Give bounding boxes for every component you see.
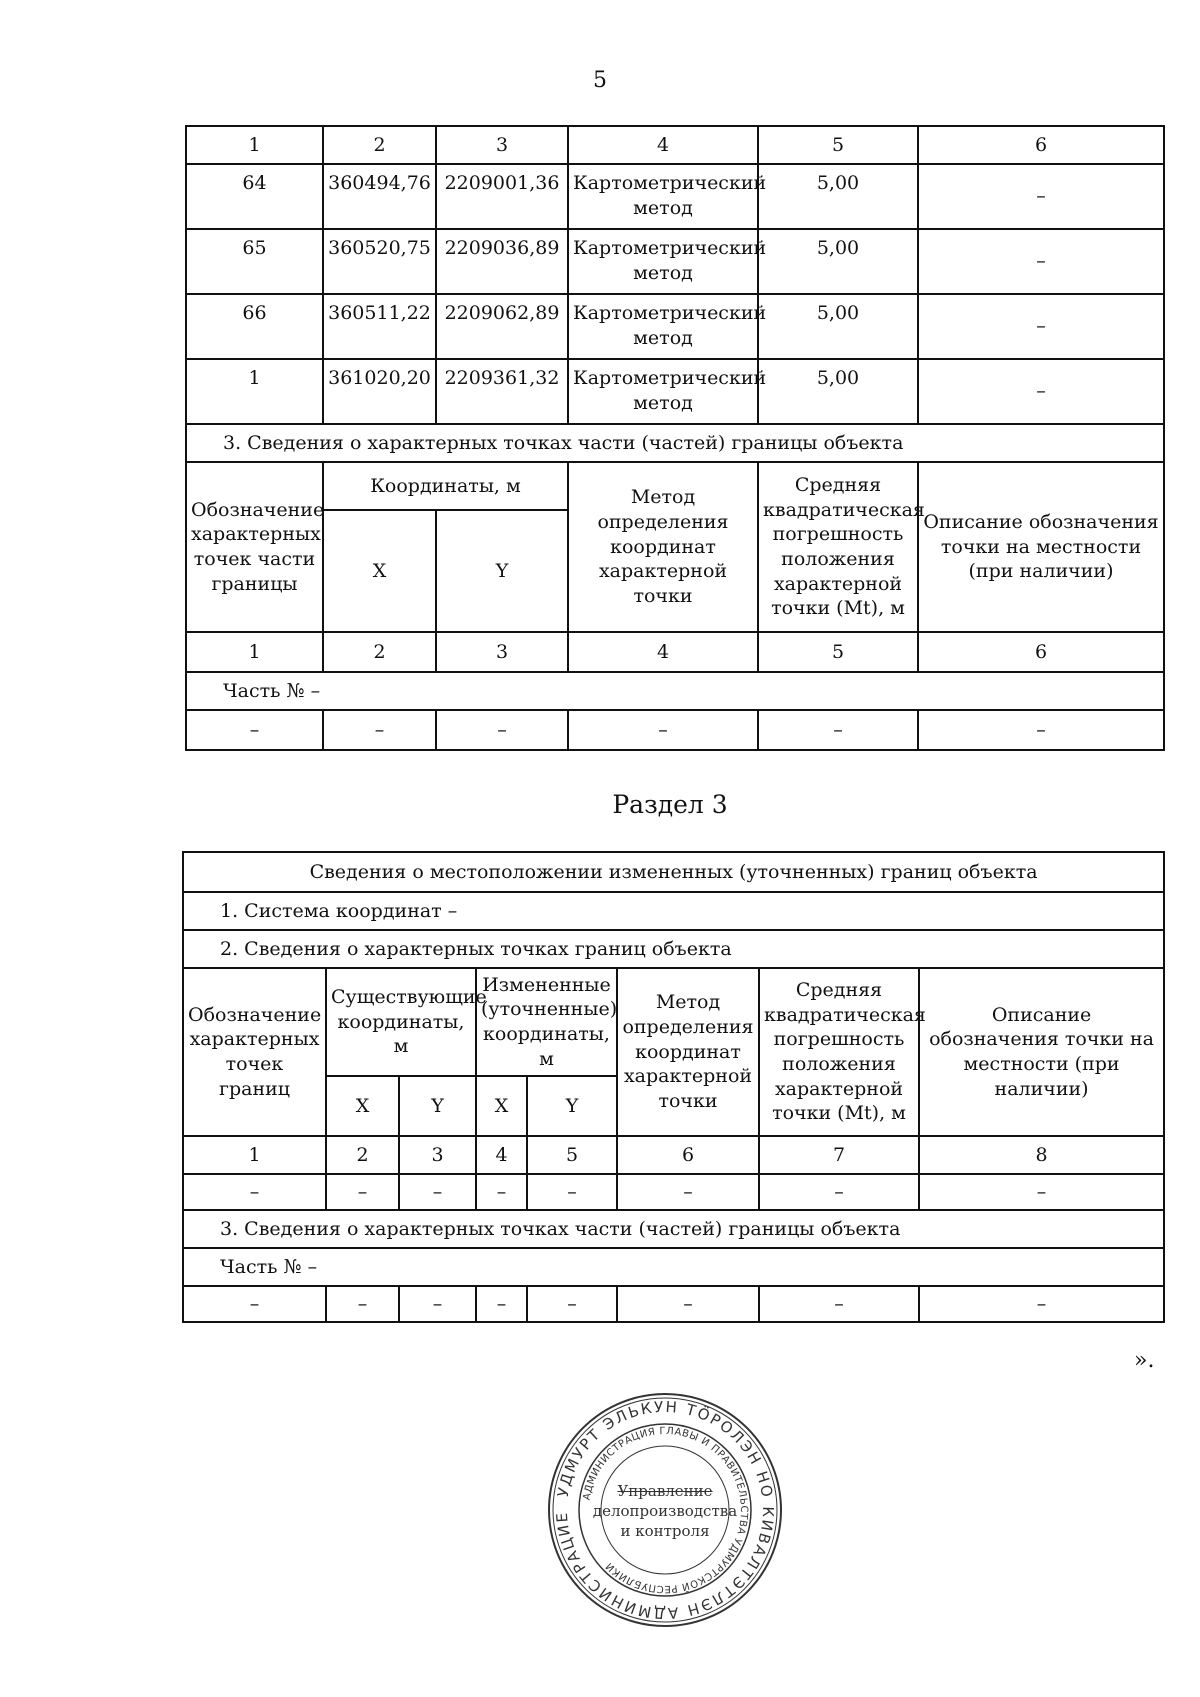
cell: 4 <box>568 126 758 164</box>
table-row <box>186 229 1164 294</box>
header-changed-coords: Измененные (уточненные) координаты, м <box>476 968 617 1076</box>
header-method: Метод определения координат характерной точки <box>568 462 758 632</box>
description: – <box>918 294 1164 359</box>
cell: 1 <box>186 632 323 672</box>
cell: – <box>758 710 918 750</box>
cell: 4 <box>476 1136 527 1174</box>
coord-y: 2209001,36 <box>436 164 568 229</box>
cell: – <box>476 1286 527 1322</box>
point-number: 66 <box>186 294 323 359</box>
header-points: Обозначение характерных точек границ <box>183 968 326 1136</box>
cell: – <box>326 1286 399 1322</box>
cell: – <box>186 710 323 750</box>
table-row <box>186 164 1164 229</box>
cell: – <box>617 1286 759 1322</box>
header-mt: Средняя квадратическая погрешность положения характерной точки (Mt), м <box>759 968 919 1136</box>
part-title-row <box>186 424 1164 462</box>
header-row <box>183 968 1164 1076</box>
header-x: X <box>323 510 436 632</box>
coord-x: 360520,75 <box>323 229 436 294</box>
cell: 3 <box>399 1136 476 1174</box>
part-number: Часть № – <box>183 1248 1164 1286</box>
header-method: Метод определения координат характерной точки <box>617 968 759 1136</box>
cell: 5 <box>758 632 918 672</box>
mt: 5,00 <box>758 294 918 359</box>
mt: 5,00 <box>758 229 918 294</box>
coord-system-row <box>183 892 1164 930</box>
header-description: Описание обозначения точки на местности (при наличии) <box>919 968 1164 1136</box>
header-description: Описание обозначения точки на местности (при наличии) <box>918 462 1164 632</box>
header-row <box>186 462 1164 510</box>
cell: 5 <box>527 1136 617 1174</box>
cell: 7 <box>759 1136 919 1174</box>
header-coords: Координаты, м <box>323 462 568 510</box>
table-row <box>183 1286 1164 1322</box>
cell: 6 <box>918 632 1164 672</box>
page-number: 5 <box>593 68 607 93</box>
cell: – <box>399 1286 476 1322</box>
cell: 8 <box>919 1136 1164 1174</box>
cell: 3 <box>436 632 568 672</box>
coord-x: 360511,22 <box>323 294 436 359</box>
coord-x: 360494,76 <box>323 164 436 229</box>
header-y: Y <box>436 510 568 632</box>
description: – <box>918 164 1164 229</box>
header-existing-coords: Существующие координаты, м <box>326 968 476 1076</box>
stamp-line-2: делопроизводства <box>592 1502 738 1520</box>
cell: – <box>436 710 568 750</box>
part-number-row <box>186 672 1164 710</box>
method: Картометрический метод <box>568 229 758 294</box>
points-title-row <box>183 930 1164 968</box>
cell: – <box>759 1286 919 1322</box>
cell: 2 <box>323 632 436 672</box>
cell: – <box>919 1286 1164 1322</box>
coord-y: 2209361,32 <box>436 359 568 424</box>
cell: – <box>476 1174 527 1210</box>
mt: 5,00 <box>758 164 918 229</box>
changed-boundaries-table <box>182 851 1165 1323</box>
method: Картометрический метод <box>568 359 758 424</box>
cell: 1 <box>186 126 323 164</box>
coord-system: 1. Система координат – <box>183 892 1164 930</box>
cell: – <box>183 1286 326 1322</box>
table-title: Сведения о местоположении измененных (уточненных) границ объекта <box>183 852 1164 892</box>
coord-x: 361020,20 <box>323 359 436 424</box>
closing-quote: ». <box>1134 1348 1155 1373</box>
header-mt: Средняя квадратическая погрешность положения характерной точки (Mt), м <box>758 462 918 632</box>
cell: 6 <box>617 1136 759 1174</box>
cell: 3 <box>436 126 568 164</box>
boundary-points-table <box>185 125 1165 751</box>
cell: – <box>326 1174 399 1210</box>
cell: – <box>527 1286 617 1322</box>
table-row <box>186 359 1164 424</box>
header-points: Обозначение характерных точек части границы <box>186 462 323 632</box>
header-y: Y <box>399 1076 476 1136</box>
cell: – <box>568 710 758 750</box>
cell: – <box>183 1174 326 1210</box>
header-x: X <box>476 1076 527 1136</box>
point-number: 64 <box>186 164 323 229</box>
stamp-line-1: Управление <box>617 1482 713 1500</box>
stamp-inner-text: АДМИНИСТРАЦИЯ ГЛАВЫ И ПРАВИТЕЛЬСТВА УДМУРТСКОЙ РЕСПУБЛИКИ <box>581 1425 750 1595</box>
cell: 2 <box>323 126 436 164</box>
column-number-row <box>186 126 1164 164</box>
cell: 4 <box>568 632 758 672</box>
cell: – <box>323 710 436 750</box>
stamp-line-3: и контроля <box>620 1522 710 1540</box>
cell: – <box>617 1174 759 1210</box>
coord-y: 2209062,89 <box>436 294 568 359</box>
part-title: 3. Сведения о характерных точках части (частей) границы объекта <box>183 1210 1164 1248</box>
title-row <box>183 852 1164 892</box>
points-title: 2. Сведения о характерных точках границ объекта <box>183 930 1164 968</box>
cell: – <box>527 1174 617 1210</box>
stamp-outer-text: УДМУРТ ЭЛЬКУН ТӦРОЛЭН НО КИВАЛТЭТЛЭН АДМИНИСТРАЦИЕ <box>552 1397 778 1623</box>
part-number: Часть № – <box>186 672 1164 710</box>
description: – <box>918 229 1164 294</box>
method: Картометрический метод <box>568 294 758 359</box>
cell: – <box>919 1174 1164 1210</box>
cell: – <box>918 710 1164 750</box>
column-number-row <box>183 1136 1164 1174</box>
coord-y: 2209036,89 <box>436 229 568 294</box>
method: Картометрический метод <box>568 164 758 229</box>
cell: 1 <box>183 1136 326 1174</box>
description: – <box>918 359 1164 424</box>
column-number-row <box>186 632 1164 672</box>
table-row <box>183 1174 1164 1210</box>
cell: – <box>399 1174 476 1210</box>
section-title: Раздел 3 <box>612 790 728 819</box>
part-title: 3. Сведения о характерных точках части (частей) границы объекта <box>186 424 1164 462</box>
part-number-row <box>183 1248 1164 1286</box>
part-title-row <box>183 1210 1164 1248</box>
official-stamp <box>545 1390 785 1630</box>
point-number: 65 <box>186 229 323 294</box>
cell: 6 <box>918 126 1164 164</box>
cell: 2 <box>326 1136 399 1174</box>
header-y: Y <box>527 1076 617 1136</box>
table-row <box>186 294 1164 359</box>
point-number: 1 <box>186 359 323 424</box>
cell: 5 <box>758 126 918 164</box>
mt: 5,00 <box>758 359 918 424</box>
table-row <box>186 710 1164 750</box>
header-x: X <box>326 1076 399 1136</box>
cell: – <box>759 1174 919 1210</box>
